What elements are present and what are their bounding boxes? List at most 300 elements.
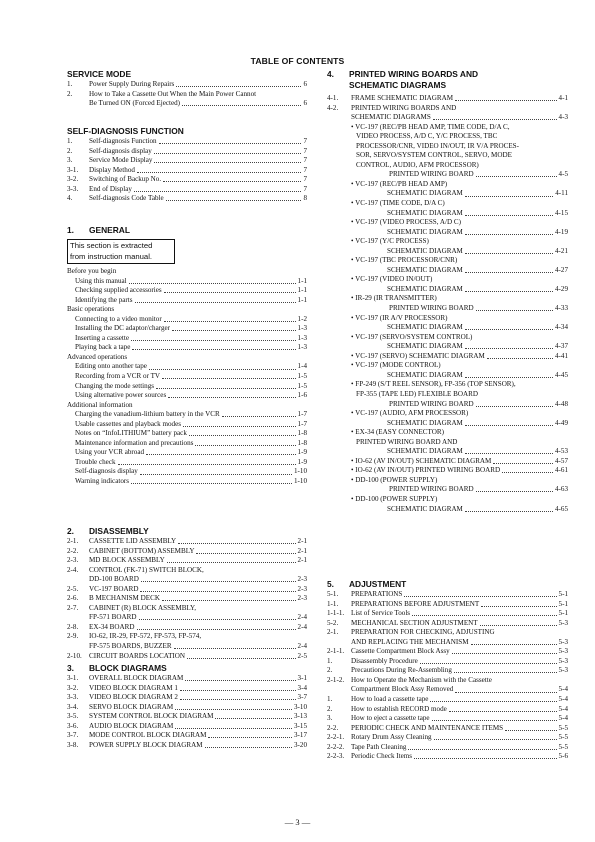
group-title: Advanced operations	[67, 352, 128, 361]
entry-text: Inserting a cassette	[75, 333, 129, 342]
entry-page: 1-8	[297, 438, 307, 447]
leader-dots	[434, 739, 557, 740]
entry-text: DD-100 BOARD	[89, 575, 139, 584]
entry-page: 4-65	[554, 504, 568, 513]
toc-entry	[67, 712, 307, 722]
entry-page: 4-3	[558, 113, 568, 122]
toc-entry	[327, 209, 568, 219]
group-title: Basic operations	[67, 305, 115, 314]
entry-text: Precautions During Re-Assembling	[351, 666, 452, 675]
leader-dots	[139, 619, 296, 620]
entry-text: Charging the vanadium-lithium battery in the VCR	[75, 410, 220, 419]
section-number: 5.	[327, 579, 334, 589]
entry-text: FP-575 BOARDS, BUZZER	[89, 642, 172, 651]
entry-text: AUDIO BLOCK DIAGRAM	[89, 721, 174, 730]
section-title: DISASSEMBLY	[89, 526, 149, 536]
leader-dots	[129, 283, 296, 284]
leader-dots	[481, 606, 556, 607]
leader-dots	[154, 153, 302, 154]
entry-number: 2-6.	[67, 594, 79, 603]
toc-entry	[67, 156, 307, 166]
entry-text-line: • VC-197 (SERVO/SYSTEM CONTROL)	[351, 332, 473, 341]
toc-entry	[67, 334, 307, 344]
section-title: GENERAL	[89, 225, 130, 235]
entry-number: 3-3.	[67, 693, 79, 702]
entry-text: Switching of Backup No.	[89, 175, 162, 184]
leader-dots	[162, 600, 296, 601]
leader-dots	[164, 292, 296, 293]
entry-page: 5-3	[558, 666, 568, 675]
entry-page: 1-9	[297, 448, 307, 457]
entry-number: 3-8.	[67, 740, 79, 749]
section-heading	[67, 663, 307, 674]
entry-page: 1-5	[297, 381, 307, 390]
entry-text: SERVO BLOCK DIAGRAM	[89, 702, 174, 711]
entry-page: 4-15	[554, 208, 568, 217]
toc-entry	[67, 652, 307, 662]
entry-page: 2-1	[297, 556, 307, 565]
toc-entry	[67, 448, 307, 458]
entry-page: 2-3	[297, 584, 307, 593]
leader-dots	[465, 234, 553, 235]
toc-entry	[67, 175, 307, 185]
entry-page: 5-4	[558, 685, 568, 694]
entry-page: 1-1	[297, 295, 307, 304]
entry-page: 5-5	[558, 733, 568, 742]
entry-page: 2-5	[297, 651, 307, 660]
entry-page: 5-4	[558, 714, 568, 723]
leader-dots	[480, 625, 557, 626]
entry-page: 5-3	[558, 656, 568, 665]
leader-dots	[167, 562, 296, 563]
toc-entry	[327, 285, 568, 295]
toc-entry	[67, 674, 307, 684]
entry-subtitle: PRINTED WIRING BOARD	[389, 304, 474, 313]
toc-entry	[327, 733, 568, 743]
toc-entry	[327, 170, 568, 180]
note-line: This section is extracted	[70, 241, 153, 250]
entry-number: 2-1-2.	[327, 675, 345, 684]
entry-text: CABINET (R) BLOCK ASSEMBLY,	[89, 603, 197, 612]
leader-dots	[465, 377, 553, 378]
leader-dots	[168, 397, 295, 398]
block-diagrams-section	[67, 663, 307, 750]
toc-entry	[67, 741, 307, 751]
entry-page: 1-3	[297, 343, 307, 352]
entry-subtitle: SCHEMATIC DIAGRAM	[387, 323, 463, 332]
toc-entry	[327, 400, 568, 410]
entry-text-line: • VC-197 (VIDEO PROCESS, A/D C)	[351, 218, 461, 227]
entry-text: Tape Path Cleaning	[351, 742, 407, 751]
entry-text: Cassette Compartment Block Assy	[351, 647, 450, 656]
toc-entry	[67, 410, 307, 420]
entry-text: Self-diagnosis Code Table	[89, 194, 164, 203]
entry-text: Self-diagnosis display	[89, 146, 152, 155]
entry-number: 3-6.	[67, 721, 79, 730]
entry-text: Using this manual	[75, 276, 127, 285]
entry-text: SCHEMATIC DIAGRAMS	[351, 113, 431, 122]
entry-text-line: • VC-197 (VIDEO IN/OUT)	[351, 275, 433, 284]
entry-page: 4-63	[554, 485, 568, 494]
toc-entry	[67, 147, 307, 157]
entry-text: How to Take a Cassette Out When the Main Power Cannot	[89, 89, 257, 98]
toc-entry	[67, 277, 307, 287]
leader-dots	[408, 749, 556, 750]
toc-entry	[327, 457, 568, 467]
leader-dots	[175, 709, 292, 710]
leader-dots	[222, 416, 296, 417]
entry-number: 2-5.	[67, 584, 79, 593]
entry-text: MECHANICAL SECTION ADJUSTMENT	[351, 618, 478, 627]
leader-dots	[131, 340, 296, 341]
entry-number: 3.	[327, 714, 333, 723]
toc-entry	[67, 439, 307, 449]
section-number: 1.	[67, 225, 74, 235]
page-title: TABLE OF CONTENTS	[250, 56, 345, 66]
leader-dots	[182, 105, 301, 106]
entry-page: 3-17	[293, 731, 307, 740]
toc-entry	[67, 642, 307, 652]
toc-entry	[67, 194, 307, 204]
leader-dots	[185, 680, 295, 681]
leader-dots	[163, 181, 301, 182]
entry-page: 3-20	[293, 740, 307, 749]
leader-dots	[476, 406, 553, 407]
entry-page: 4-48	[554, 399, 568, 408]
leader-dots	[137, 172, 302, 173]
leader-dots	[174, 648, 296, 649]
entry-page: 4-53	[554, 447, 568, 456]
entry-text-line: PROCESSOR/CNR, VIDEO IN/OUT, IR V/A PROCES-	[356, 141, 519, 150]
entry-text: Using your VCR abroad	[75, 448, 145, 457]
entry-text: Connecting to a video monitor	[75, 314, 162, 323]
toc-entry	[67, 693, 307, 703]
leader-dots	[430, 701, 556, 702]
entry-page: 5-1	[558, 599, 568, 608]
toc-list	[67, 137, 307, 204]
entry-number: 5-1.	[327, 590, 339, 598]
leader-dots	[493, 463, 553, 464]
leader-dots	[487, 358, 553, 359]
toc-entry	[327, 104, 568, 114]
toc-entry	[327, 466, 568, 476]
entry-number: 3-5.	[67, 712, 79, 721]
entry-page: 3-10	[293, 702, 307, 711]
entry-text-line: • FP-249 (S/T REEL SENSOR), FP-356 (TOP SENSOR),	[351, 380, 516, 389]
toc-entry	[67, 703, 307, 713]
entry-text: FRAME SCHEMATIC DIAGRAM	[351, 94, 454, 102]
leader-dots	[164, 321, 296, 322]
entry-page: 3-1	[297, 674, 307, 682]
entry-page: 6	[303, 80, 307, 88]
leader-dots	[137, 629, 296, 630]
toc-entry	[327, 189, 568, 199]
entry-number: 2-2.	[327, 723, 339, 732]
section-heading	[327, 579, 568, 590]
toc-entry	[327, 94, 568, 104]
entry-page: 2-4	[297, 613, 307, 622]
leader-dots	[166, 200, 302, 201]
entry-text: VIDEO BLOCK DIAGRAM 2	[89, 693, 178, 702]
entry-number: 2-10.	[67, 651, 82, 660]
entry-text-line: • VC-197 (MODE CONTROL)	[351, 361, 441, 370]
entry-subtitle: SCHEMATIC DIAGRAM	[387, 227, 463, 236]
leader-dots	[180, 699, 296, 700]
toc-entry	[67, 80, 307, 90]
leader-dots	[465, 215, 553, 216]
toc-entry	[327, 228, 568, 238]
entry-text: Disassembly Procedure	[351, 656, 418, 665]
entry-number: 3-1.	[67, 165, 79, 174]
entry-text-line: • DD-100 (POWER SUPPLY)	[351, 475, 438, 484]
entry-text: PREPARATIONS BEFORE ADJUSTMENT	[351, 599, 480, 608]
leader-dots	[455, 692, 556, 693]
entry-text: CABINET (BOTTOM) ASSEMBLY	[89, 546, 195, 555]
entry-text-line: • EX-34 (EASY CONNECTOR)	[351, 428, 444, 437]
leader-dots	[140, 591, 295, 592]
section-heading: SELF-DIAGNOSIS FUNCTION	[67, 126, 184, 136]
entry-subtitle: SCHEMATIC DIAGRAM	[387, 447, 463, 456]
toc-entry	[67, 372, 307, 382]
entry-page: 5-4	[558, 704, 568, 713]
entry-number: 2-2-2.	[327, 742, 345, 751]
entry-text: Usable cassettes and playback modes	[75, 419, 181, 428]
leader-dots	[465, 348, 553, 349]
entry-text: How to establish RECORD mode	[351, 704, 447, 713]
entry-number: 1.	[67, 80, 73, 88]
entry-text: Changing the mode settings	[75, 381, 155, 390]
entry-text: MD BLOCK ASSEMBLY	[89, 556, 165, 565]
entry-page: 1-7	[297, 419, 307, 428]
entry-page: 4-19	[554, 227, 568, 236]
section-number: 4.	[327, 69, 334, 79]
leader-dots	[189, 435, 296, 436]
toc-entry	[67, 166, 307, 176]
leader-dots	[433, 119, 557, 120]
entry-text: Trouble check	[75, 457, 116, 466]
entry-text: POWER SUPPLY BLOCK DIAGRAM	[89, 740, 203, 749]
entry-text: Recording from a VCR or TV	[75, 372, 161, 381]
entry-page: 4-27	[554, 265, 568, 274]
leader-dots	[187, 658, 295, 659]
entry-page: 3-4	[297, 683, 307, 692]
entry-page: 7	[303, 156, 307, 165]
entry-number: 2.	[67, 146, 73, 155]
entry-number: 1-1-1.	[327, 609, 345, 618]
adjustment-section	[327, 579, 568, 762]
entry-text-line: • VC-197 (REC/PB HEAD AMP, TIME CODE, D/A C,	[351, 122, 510, 131]
leader-dots	[131, 483, 292, 484]
entry-text: Notes on “InfoLITHIUM” battery pack	[75, 429, 187, 438]
entry-page: 5-4	[558, 695, 568, 704]
entry-number: 4-2.	[327, 103, 339, 112]
entry-text: Warning indicators	[75, 477, 129, 486]
entry-page: 1-10	[293, 467, 307, 476]
entry-subtitle: SCHEMATIC DIAGRAM	[387, 418, 463, 427]
entry-page: 2-3	[297, 575, 307, 584]
entry-text: PERIODIC CHECK AND MAINTENANCE ITEMS	[351, 723, 504, 732]
toc-entry	[67, 343, 307, 353]
entry-text: • VC-197 (SERVO) SCHEMATIC DIAGRAM	[351, 351, 485, 360]
entry-page: 7	[303, 165, 307, 174]
leader-dots	[175, 728, 292, 729]
entry-page: 4-33	[554, 304, 568, 313]
section-heading-line2: SCHEMATIC DIAGRAMS	[349, 80, 447, 90]
entry-subtitle: SCHEMATIC DIAGRAM	[387, 208, 463, 217]
leader-dots	[149, 369, 296, 370]
section-number: 2.	[67, 526, 74, 536]
entry-page: 4-21	[554, 246, 568, 255]
toc-entry	[67, 185, 307, 195]
entry-number: 2-2-3.	[327, 752, 345, 761]
leader-dots	[502, 472, 553, 473]
entry-page: 5-3	[558, 618, 568, 627]
toc-entry	[327, 485, 568, 495]
page-number: — 3 —	[284, 817, 311, 827]
entry-number: 2.	[327, 666, 333, 675]
entry-text-line: VIDEO PROCESS, A/D C, Y/C PROCESS, TBC	[356, 132, 498, 141]
leader-dots	[465, 329, 553, 330]
entry-text: MODE CONTROL BLOCK DIAGRAM	[89, 731, 207, 740]
entry-page: 2-1	[297, 546, 307, 555]
toc-entry	[67, 362, 307, 372]
section-heading: SERVICE MODE	[67, 69, 132, 79]
entry-number: 2-2-1.	[327, 733, 345, 742]
toc-entry	[327, 743, 568, 753]
entry-text: Installing the DC adaptor/charger	[75, 324, 171, 333]
toc-entry	[327, 685, 568, 695]
entry-number: 2-1.	[67, 537, 79, 545]
section-number: 3.	[67, 663, 74, 673]
entry-text: Playing back a tape	[75, 343, 131, 352]
entry-text: Service Mode Display	[89, 156, 153, 165]
toc-list	[67, 80, 307, 109]
entry-text: VC-197 BOARD	[89, 584, 139, 593]
entry-number: 4-1.	[327, 94, 339, 102]
entry-text: VIDEO BLOCK DIAGRAM 1	[89, 683, 178, 692]
entry-subtitle: SCHEMATIC DIAGRAM	[387, 370, 463, 379]
leader-dots	[159, 143, 302, 144]
leader-dots	[178, 543, 295, 544]
toc-list	[67, 537, 307, 661]
leader-dots	[476, 491, 553, 492]
entry-page: 4-34	[554, 323, 568, 332]
leader-dots	[465, 453, 553, 454]
entry-page: 5-5	[558, 723, 568, 732]
leader-dots	[412, 615, 556, 616]
entry-page: 4-41	[554, 351, 568, 360]
leader-dots	[454, 672, 557, 673]
entry-page: 8	[303, 194, 307, 203]
leader-dots	[140, 474, 292, 475]
toc-entry	[67, 684, 307, 694]
entry-text: Using alternative power sources	[75, 391, 167, 400]
entry-text-line: • VC-197 (Y/C PROCESS)	[351, 237, 429, 246]
leader-dots	[465, 291, 553, 292]
entry-text: End of Display	[89, 184, 132, 193]
entry-text: Self-diagnosis Function	[89, 137, 157, 145]
entry-text: • IO-62 (AV IN/OUT) SCHEMATIC DIAGRAM	[351, 456, 492, 465]
toc-entry	[67, 137, 307, 147]
toc-entry	[67, 623, 307, 633]
leader-dots	[134, 191, 302, 192]
leader-dots	[183, 426, 296, 427]
entry-number: 2-1.	[327, 628, 339, 637]
entry-text-line: • IR-29 (IR TRANSMITTER)	[351, 294, 437, 303]
entry-page: 2-3	[297, 594, 307, 603]
entry-text-line: • DD-100 (POWER SUPPLY)	[351, 494, 438, 503]
pwb-entry-list	[327, 123, 568, 514]
entry-text: IO-62, IR-29, FP-572, FP-573, FP-574,	[89, 632, 202, 641]
entry-text: Self-diagnosis display	[75, 467, 138, 476]
toc-entry	[67, 556, 307, 566]
toc-entry	[67, 99, 307, 109]
toc-entry	[67, 90, 307, 100]
entry-page: 2-4	[297, 642, 307, 651]
section-title: BLOCK DIAGRAMS	[89, 663, 167, 673]
entry-number: 1-1.	[327, 599, 339, 608]
leader-dots	[156, 388, 296, 389]
entry-text: FP-571 BOARD	[89, 613, 137, 622]
entry-number: 2-2.	[67, 546, 79, 555]
leader-dots	[146, 454, 296, 455]
entry-page: 4-57	[554, 456, 568, 465]
entry-text: Periodic Check Items	[351, 752, 413, 761]
toc-entry	[67, 467, 307, 477]
leader-dots	[215, 718, 292, 719]
section-title: PRINTED WIRING BOARDS AND	[349, 69, 479, 79]
entry-text: PRINTED WIRING BOARDS AND	[351, 103, 457, 112]
toc-entry	[67, 632, 307, 642]
toc-entry	[327, 371, 568, 381]
leader-dots	[465, 196, 553, 197]
entry-number: 2-3.	[67, 556, 79, 565]
toc-entry	[67, 296, 307, 306]
entry-text: B MECHANISM DECK	[89, 594, 160, 603]
leader-dots	[465, 253, 553, 254]
toc-entry	[327, 113, 568, 123]
toc-entry	[67, 537, 307, 547]
entry-page: 1-3	[297, 333, 307, 342]
entry-text-line: • VC-197 (AUDIO, AFM PROCESSOR)	[351, 409, 469, 418]
leader-dots	[476, 310, 553, 311]
toc-entry	[67, 722, 307, 732]
entry-subtitle: SCHEMATIC DIAGRAM	[387, 246, 463, 255]
entry-subtitle: SCHEMATIC DIAGRAM	[387, 342, 463, 351]
leader-dots	[154, 162, 301, 163]
leader-dots	[432, 720, 557, 721]
leader-dots	[176, 86, 301, 87]
toc-entry	[327, 752, 568, 762]
toc-entry	[327, 266, 568, 276]
entry-number: 3-7.	[67, 731, 79, 740]
toc-entry	[327, 304, 568, 314]
entry-text: OVERALL BLOCK DIAGRAM	[89, 674, 184, 682]
entry-text: Editing onto another tape	[75, 362, 147, 371]
entry-page: 4-1	[558, 94, 568, 102]
entry-text: How to Operate the Mechanism with the Cassette	[351, 675, 492, 684]
leader-dots	[172, 330, 296, 331]
entry-page: 1-7	[297, 410, 307, 419]
toc-entry	[67, 429, 307, 439]
entry-subtitle: SCHEMATIC DIAGRAM	[387, 189, 463, 198]
entry-page: 4-61	[554, 466, 568, 475]
entry-text: • IO-62 (AV IN/OUT) PRINTED WIRING BOARD	[351, 466, 501, 475]
entry-text: How to eject a cassette tape	[351, 714, 430, 723]
toc-entry	[327, 676, 568, 686]
entry-page: 4-29	[554, 284, 568, 293]
entry-number: 1.	[67, 137, 73, 145]
